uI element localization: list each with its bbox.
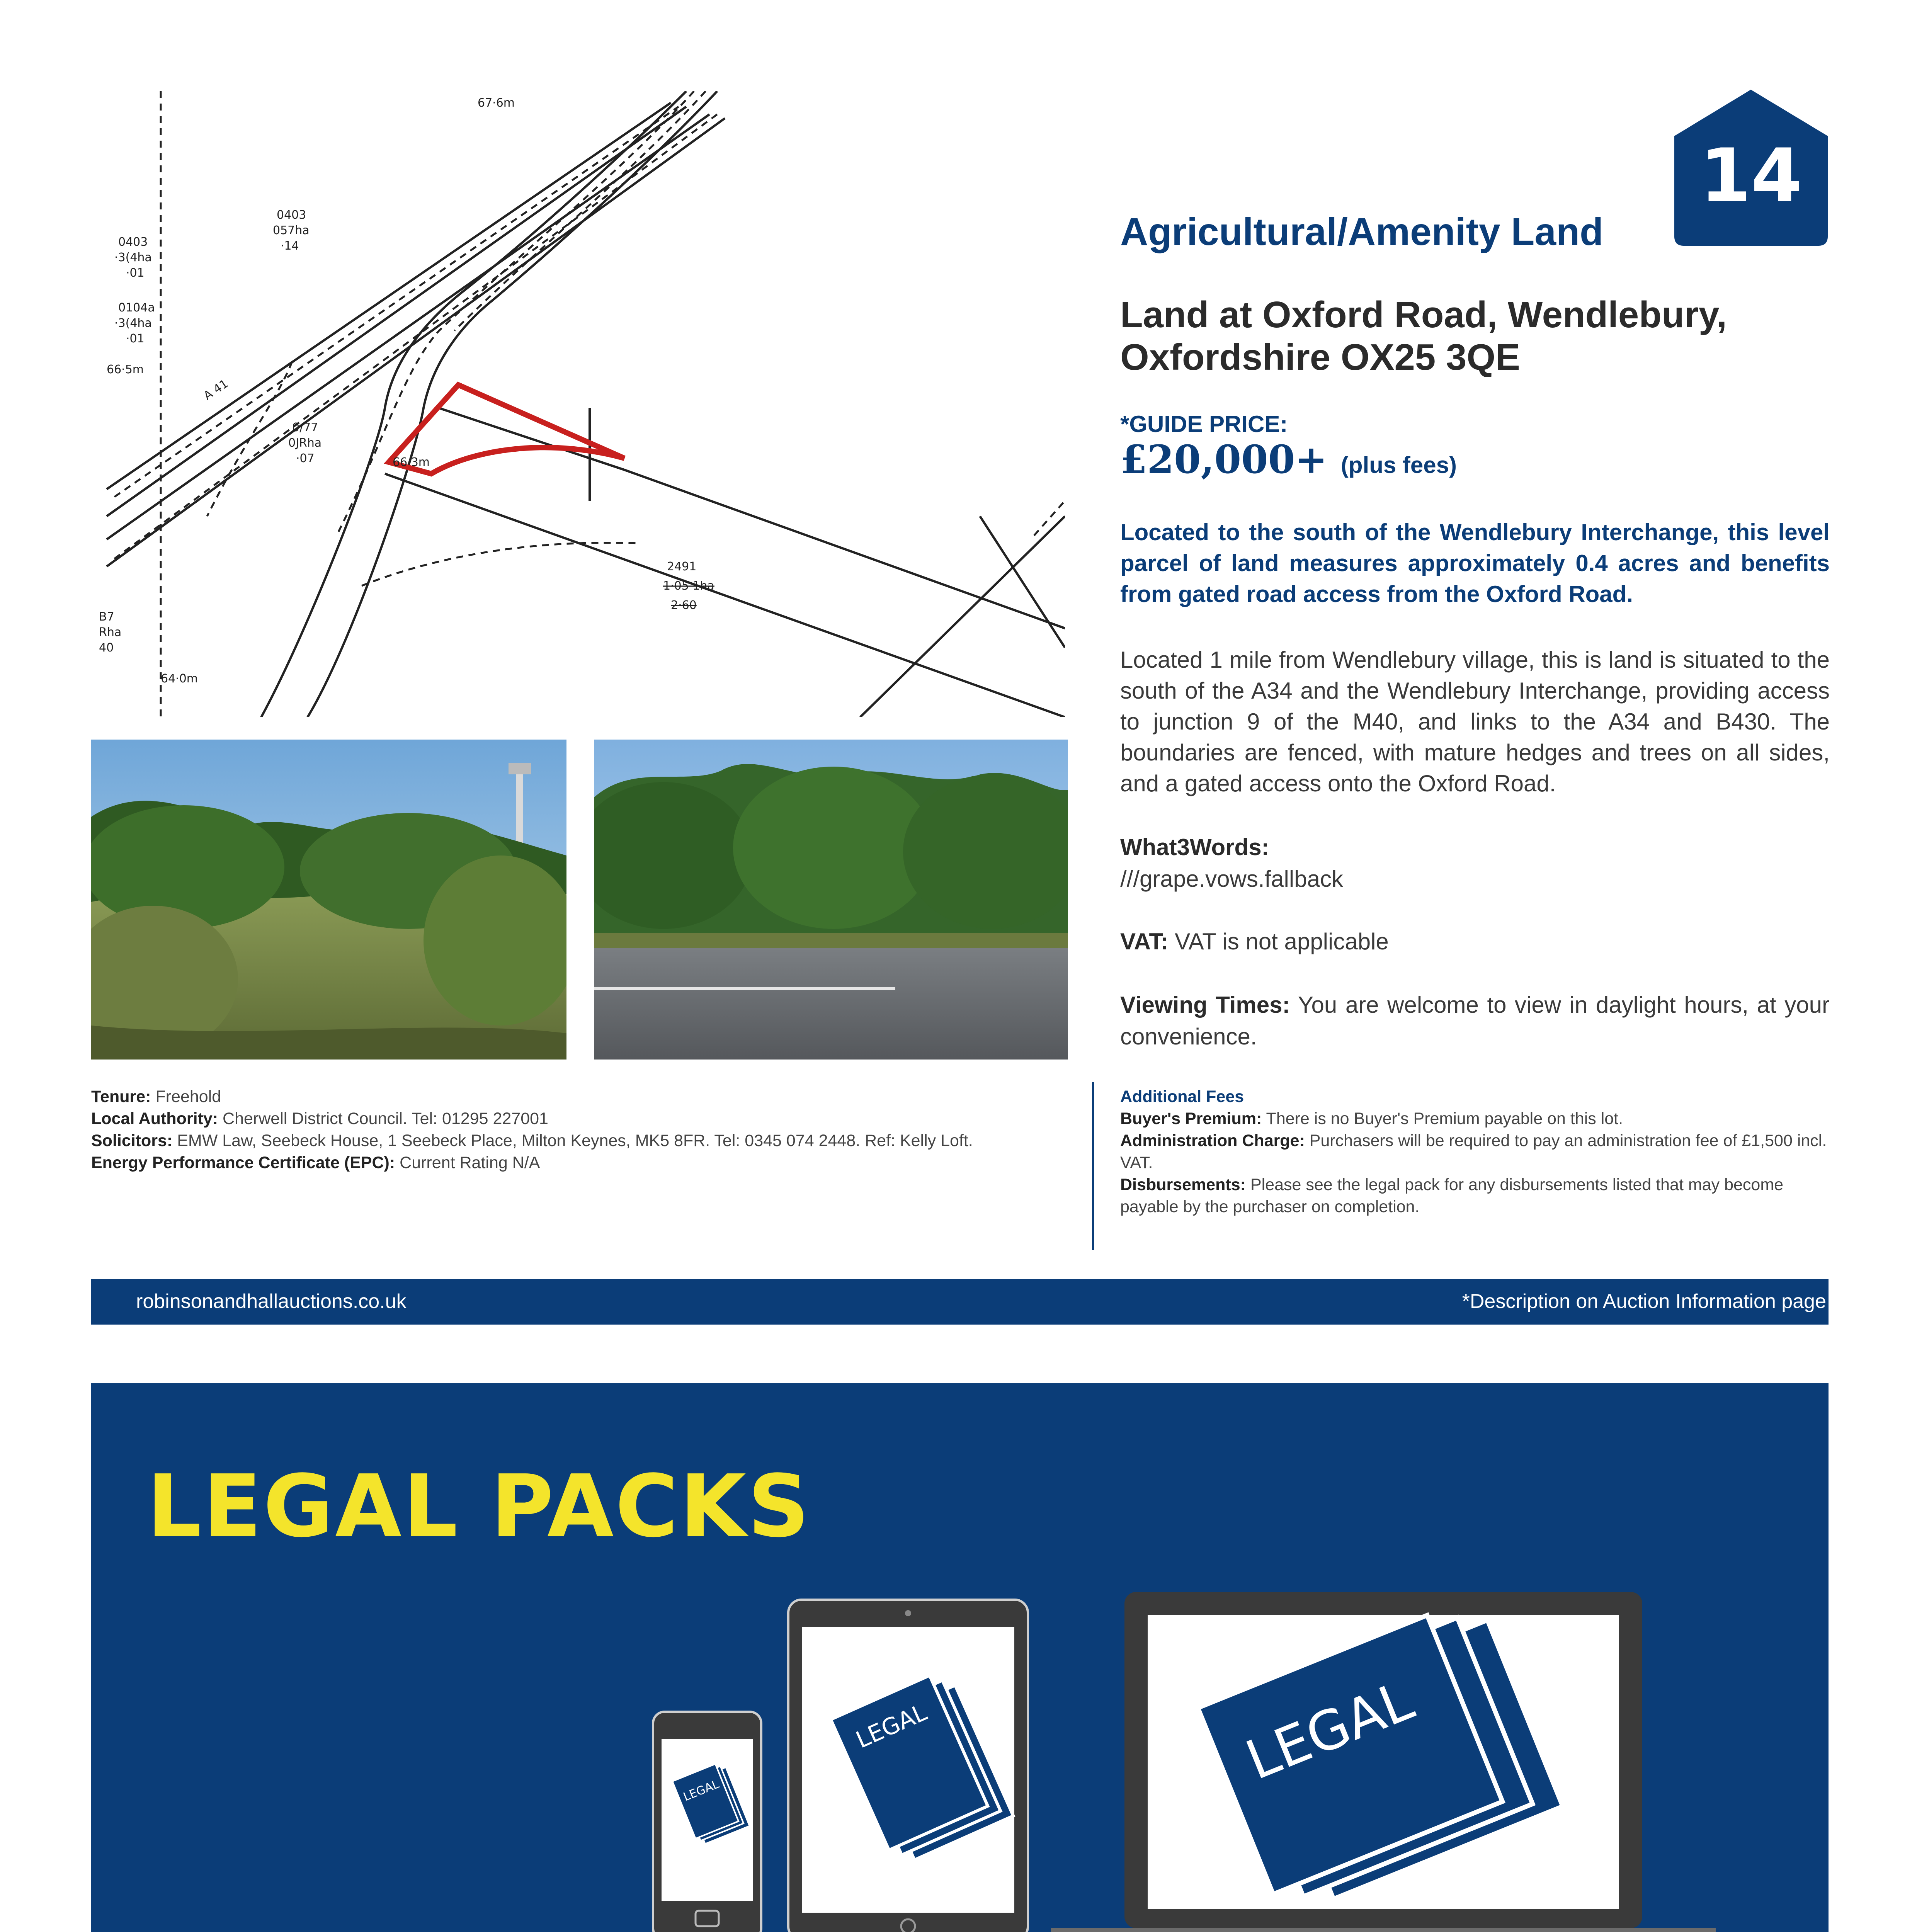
disbursements-value: Please see the legal pack for any disbursements listed that may become payable by the purchaser on completion.	[1120, 1175, 1784, 1216]
what3words-label: What3Words:	[1120, 834, 1269, 860]
legal-book-label: LEGAL	[1237, 1669, 1422, 1793]
local-authority-row	[91, 1108, 1065, 1130]
tenure-value: Freehold	[155, 1087, 221, 1106]
plan-label: 0/77	[292, 421, 318, 434]
plan-label: 0104a	[118, 301, 155, 315]
local-authority-value: Cherwell District Council. Tel: 01295 227001	[223, 1109, 548, 1128]
epc-row	[91, 1152, 1065, 1174]
additional-fees	[1120, 1086, 1830, 1218]
admin-charge-value: Purchasers will be required to pay an administration fee of £1,500 incl. VAT.	[1120, 1131, 1827, 1172]
property-category: Agricultural/Amenity Land	[1120, 210, 1604, 253]
phone-icon	[653, 1712, 761, 1932]
property-lead-text: Located to the south of the Wendlebury Interchange, this level parcel of land measures approximately 0.4 acres and benefits from gated road access from the Oxford Road.	[1120, 519, 1830, 607]
plan-label: 057ha	[273, 224, 310, 237]
footer-website-link[interactable]: robinsonandhallauctions.co.uk	[136, 1290, 407, 1313]
lot-number: 14	[1700, 133, 1802, 218]
plan-label: A 41	[201, 377, 231, 403]
what3words	[1120, 832, 1830, 895]
property-description: Located 1 mile from Wendlebury village, this is land is situated to the south of the A34 and the Wendlebury Interchange, providing access to junction 9 of the M40, and links to the A34 and B430. The boundaries are fenced, with mature hedges and trees on all sides, and a gated access onto the Oxford Road.	[1120, 647, 1830, 796]
plan-label: ·07	[296, 452, 315, 465]
fees-title: Additional Fees	[1120, 1087, 1244, 1106]
viewing-value: You are welcome to view in daylight hours, at your convenience.	[1120, 992, 1830, 1049]
plan-label: Rha	[99, 626, 122, 639]
plan-label: 0403	[118, 235, 148, 249]
fees-divider	[1092, 1082, 1094, 1250]
disbursements-label: Disbursements:	[1120, 1175, 1246, 1194]
guide-price	[1120, 437, 1457, 482]
plan-label: 2·60	[671, 599, 697, 612]
plan-label: 0JRha	[288, 436, 322, 450]
plan-label: B7	[99, 610, 114, 624]
legal-book-label: LEGAL	[681, 1777, 721, 1804]
admin-charge-row	[1120, 1130, 1830, 1174]
devices-illustration	[649, 1592, 1743, 1932]
tenure-row	[91, 1086, 1065, 1108]
plan-label: 66·3m	[393, 456, 430, 469]
legal-book-label: LEGAL	[852, 1699, 931, 1754]
plan-label: 0403	[277, 208, 306, 222]
local-authority-label: Local Authority:	[91, 1109, 218, 1128]
footer-note: *Description on Auction Information page	[1462, 1290, 1826, 1313]
plan-label: 40	[99, 641, 114, 655]
site-photo-overgrown	[91, 740, 566, 1060]
viewing-label: Viewing Times:	[1120, 992, 1290, 1018]
plan-label: ·14	[281, 239, 299, 253]
plan-label: ·01	[126, 266, 145, 280]
tablet-icon	[788, 1600, 1028, 1932]
guide-price-label: *GUIDE PRICE:	[1120, 411, 1288, 437]
plan-label: 66·5m	[107, 363, 144, 376]
viewing-times	[1120, 989, 1830, 1053]
guide-price-fees: (plus fees)	[1340, 452, 1457, 478]
plan-label: ·01	[126, 332, 145, 345]
plan-label: ·3(4ha	[114, 251, 152, 264]
vat-label: VAT:	[1120, 929, 1169, 954]
solicitors-row	[91, 1130, 1065, 1152]
buyers-premium-label: Buyer's Premium:	[1120, 1109, 1262, 1128]
epc-value: Current Rating N/A	[400, 1153, 540, 1172]
admin-charge-label: Administration Charge:	[1120, 1131, 1305, 1150]
solicitors-value: EMW Law, Seebeck House, 1 Seebeck Place, Milton Keynes, MK5 8FR. Tel: 0345 074 2448. Ref: Kelly Loft.	[177, 1131, 973, 1150]
site-photo-roadside-hedge	[594, 740, 1068, 1060]
vat-value: VAT is not applicable	[1175, 929, 1389, 954]
guide-price-value: £20,000+	[1120, 437, 1328, 482]
solicitors-label: Solicitors:	[91, 1131, 173, 1150]
vat-info	[1120, 926, 1830, 957]
epc-label: Energy Performance Certificate (EPC):	[91, 1153, 395, 1172]
plan-label: 64·0m	[161, 672, 198, 685]
laptop-icon	[1051, 1592, 1716, 1932]
plan-label: 1·05 1ha	[663, 579, 714, 593]
buyers-premium-value: There is no Buyer's Premium payable on this lot.	[1266, 1109, 1623, 1128]
plan-label: 2491	[667, 560, 697, 573]
disbursements-row	[1120, 1174, 1830, 1218]
property-address: Land at Oxford Road, Wendlebury, Oxfordshire OX25 3QE	[1120, 294, 1727, 378]
legal-packs-title: LEGAL PACKS	[147, 1457, 811, 1556]
buyers-premium-row	[1120, 1108, 1830, 1130]
plan-label: 67·6m	[478, 96, 515, 110]
tenure-details	[91, 1086, 1065, 1174]
tenure-label: Tenure:	[91, 1087, 151, 1106]
plan-label: ·3(4ha	[114, 316, 152, 330]
site-plan-map	[91, 91, 1065, 717]
what3words-value: ///grape.vows.fallback	[1120, 866, 1343, 892]
